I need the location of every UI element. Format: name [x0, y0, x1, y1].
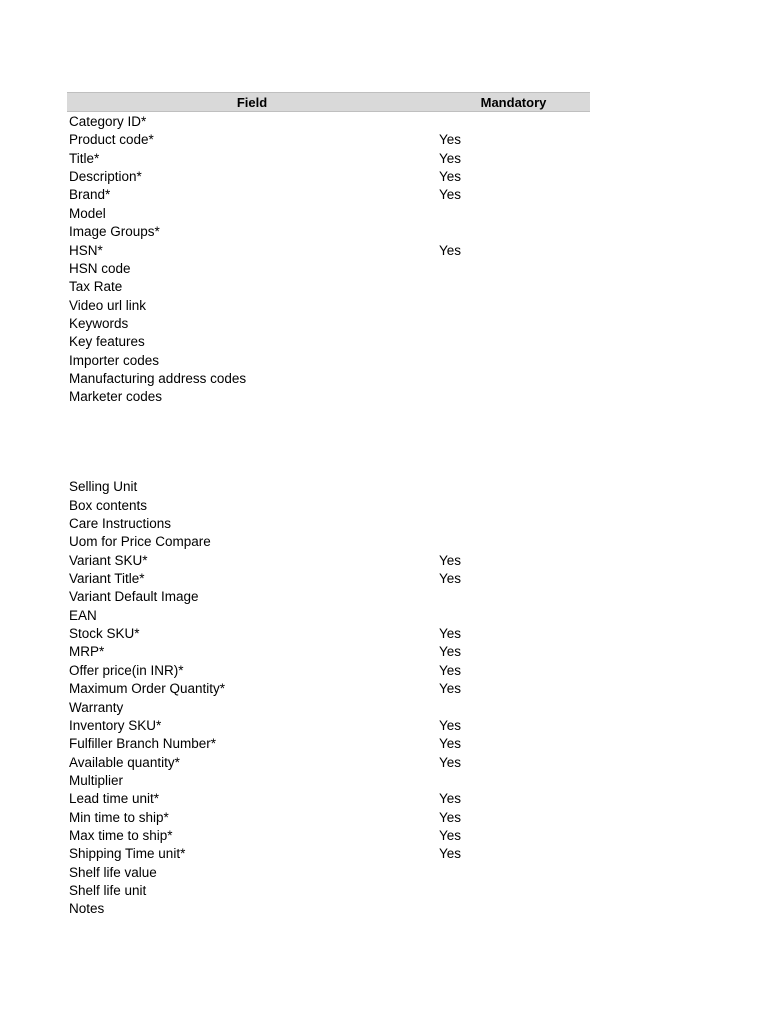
table-row [67, 864, 590, 882]
mandatory-cell: Yes [439, 626, 462, 642]
mandatory-cell: Yes [439, 754, 462, 770]
mandatory-cell: Yes [439, 644, 462, 660]
field-column-header: Field [236, 95, 268, 110]
table-row [67, 772, 590, 790]
field-name-cell: Tax Rate [69, 279, 123, 295]
table-row [67, 662, 590, 680]
field-name-cell: HSN code [69, 260, 131, 276]
table-row [67, 625, 590, 643]
table-row [67, 260, 590, 278]
field-name-cell: Variant Default Image [69, 589, 199, 605]
table-row [67, 515, 590, 533]
mandatory-cell: Yes [439, 681, 462, 697]
field-name-cell: MRP* [69, 644, 105, 660]
table-row [67, 754, 590, 772]
table-row [67, 570, 590, 588]
field-name-cell: Variant Title* [69, 571, 145, 586]
table-body [67, 112, 590, 922]
table-row [67, 717, 590, 735]
table-header [67, 92, 590, 112]
field-name-cell: Multiplier [69, 772, 124, 788]
table-row [67, 478, 590, 496]
field-name-cell: Lead time unit* [69, 791, 160, 807]
table-row [67, 242, 590, 260]
field-name-cell: Variant SKU* [69, 552, 148, 568]
table-row [67, 297, 590, 315]
table-row [67, 607, 590, 625]
field-name-cell: Stock SKU* [69, 626, 140, 642]
mandatory-cell: Yes [439, 169, 462, 185]
table-row [67, 333, 590, 351]
mandatory-cell: Yes [439, 242, 462, 258]
table-row [67, 735, 590, 753]
field-name-cell: Model [69, 205, 106, 221]
table-row [67, 186, 590, 204]
field-name-cell: Title* [69, 150, 100, 166]
mandatory-cell: Yes [439, 846, 462, 862]
table-row [67, 827, 590, 845]
field-name-cell: Shipping Time unit* [69, 846, 186, 862]
mandatory-cell: Yes [439, 150, 462, 166]
table-row [67, 168, 590, 186]
table-row [67, 882, 590, 900]
table-row [67, 352, 590, 370]
table-row [67, 131, 590, 149]
table-row [67, 497, 590, 515]
field-name-cell: Min time to ship* [69, 809, 169, 825]
table-row [67, 278, 590, 296]
field-name-cell: Notes [69, 901, 105, 917]
field-name-cell: Uom for Price Compare [69, 534, 211, 550]
field-name-cell: Manufacturing address codes [69, 370, 247, 386]
fields-table [67, 92, 590, 922]
mandatory-cell: Yes [439, 552, 462, 568]
table-row [67, 552, 590, 570]
table-row [67, 388, 590, 406]
table-row [67, 315, 590, 333]
mandatory-cell: Yes [439, 662, 462, 678]
table-row [67, 790, 590, 808]
field-name-cell: Warranty [69, 699, 124, 715]
field-name-cell: HSN* [69, 242, 103, 258]
field-name-cell: Brand* [69, 187, 111, 203]
table-row [67, 900, 590, 918]
field-name-cell: Available quantity* [69, 754, 180, 770]
table-row [67, 113, 590, 131]
mandatory-column-header: Mandatory [480, 95, 547, 110]
mandatory-cell: Yes [439, 791, 462, 807]
field-name-cell: Description* [69, 169, 142, 185]
table-row [67, 205, 590, 223]
field-name-cell: EAN [69, 607, 97, 623]
field-name-cell: Product code* [69, 132, 154, 148]
field-name-cell: Keywords [69, 315, 129, 331]
field-name-cell: Importer codes [69, 352, 160, 368]
field-name-cell: Care Instructions [69, 516, 172, 531]
mandatory-cell: Yes [439, 717, 462, 733]
table-row [67, 370, 590, 388]
field-name-cell: Max time to ship* [69, 827, 173, 843]
table-row [67, 150, 590, 168]
table-row [67, 533, 590, 551]
field-name-cell: Image Groups* [69, 224, 160, 240]
field-name-cell: Key features [69, 334, 145, 350]
field-name-cell: Video url link [69, 297, 147, 313]
table-row [67, 223, 590, 241]
field-name-cell: Shelf life value [69, 864, 157, 880]
mandatory-cell: Yes [439, 132, 462, 148]
mandatory-cell: Yes [439, 187, 462, 203]
mandatory-cell: Yes [439, 809, 462, 825]
field-name-cell: Inventory SKU* [69, 717, 162, 733]
table-row [67, 680, 590, 698]
field-name-cell: Offer price(in INR)* [69, 662, 184, 678]
table-row [67, 588, 590, 606]
field-name-cell: Category ID* [69, 114, 147, 129]
field-name-cell: Marketer codes [69, 389, 163, 405]
table-row [67, 845, 590, 863]
field-name-cell: Shelf life unit [69, 883, 147, 898]
mandatory-cell: Yes [439, 571, 462, 586]
field-name-cell: Maximum Order Quantity* [69, 681, 226, 697]
field-name-cell: Box contents [69, 497, 148, 513]
table-row [67, 809, 590, 827]
mandatory-cell: Yes [439, 736, 462, 752]
mandatory-cell: Yes [439, 827, 462, 843]
table-row [67, 643, 590, 661]
field-name-cell: Fulfiller Branch Number* [69, 736, 217, 752]
field-name-cell: Selling Unit [69, 479, 138, 495]
table-row [67, 699, 590, 717]
